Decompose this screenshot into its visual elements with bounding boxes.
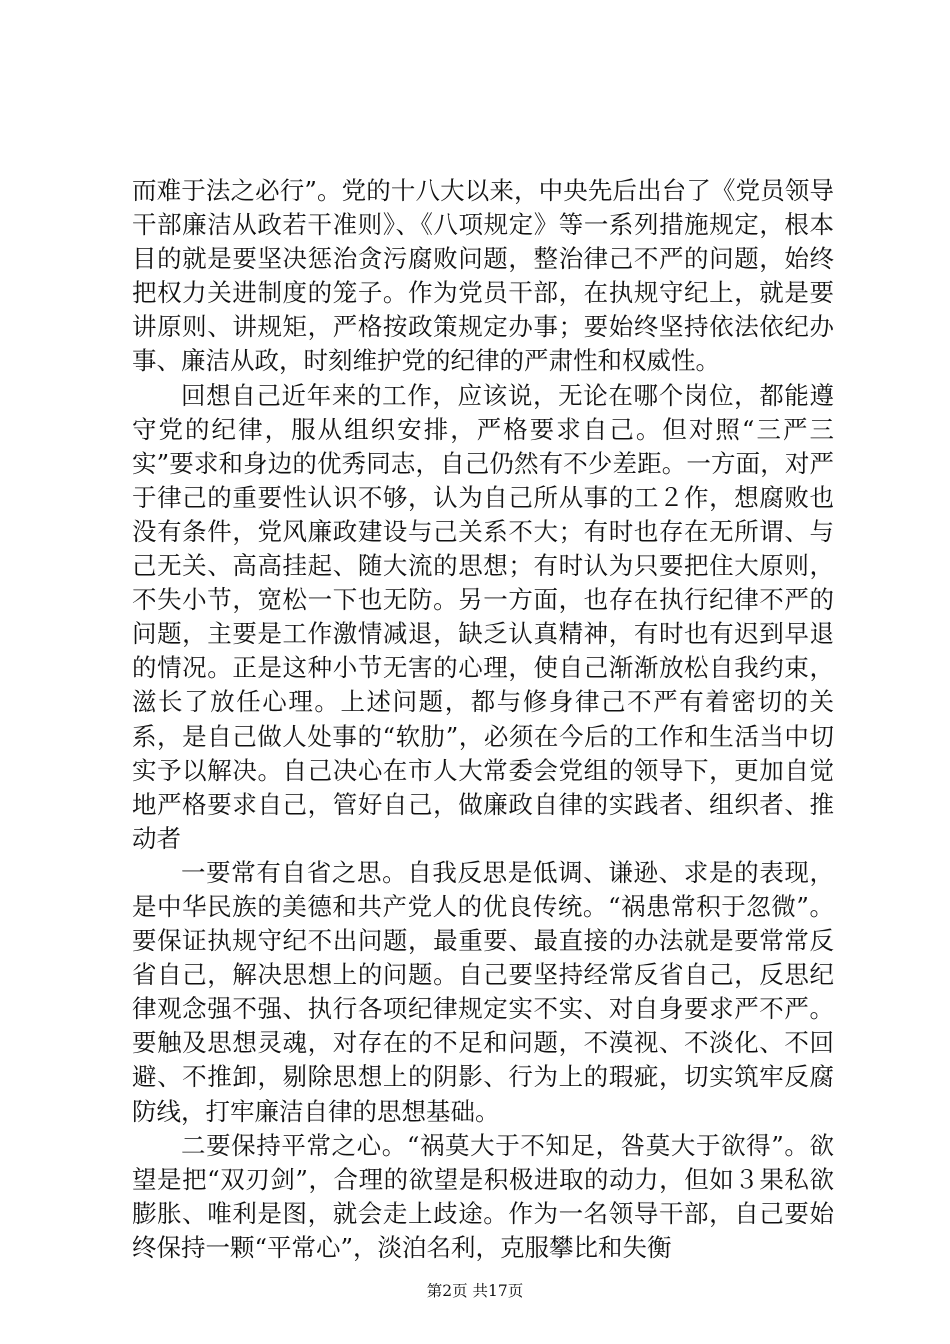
paragraph-4: 二要保持平常之心。“祸莫大于不知足，咎莫大于欲得”。欲望是把“双刃剑”，合理的欲望是积极进取的动力，但如３果私欲膨胀、唯利是图，就会走上歧途。作为一名领导干部，自己要始终保持一颗“平常心”，淡泊名利，克服攀比和失衡 <box>132 1130 834 1262</box>
paragraph-3: 一要常有自省之思。自我反思是低调、谦逊、求是的表现，是中华民族的美德和共产党人的优良传统。“祸患常积于忽微”。要保证执规守纪不出问题，最重要、最直接的办法就是要常常反省自己，解决思想上的问题。自己要坚持经常反省自己，反思纪律观念强不强、执行各项纪律规定实不实、对自身要求严不严。要触及思想灵魂，对存在的不足和问题，不漠视、不淡化、不回避、不推卸，剔除思想上的阴影、行为上的瑕疵，切实筑牢反腐防线，打牢廉洁自律的思想基础。 <box>132 857 834 1126</box>
body-text <box>132 174 834 1265</box>
paragraph-2: 回想自己近年来的工作，应该说，无论在哪个岗位，都能遵守党的纪律，服从组织安排，严格要求自己。但对照“三严三实”要求和身边的优秀同志，自己仍然有不少差距。一方面，对严于律己的重要性认识不够，认为自己所从事的工２作，想腐败也没有条件，党风廉政建设与己关系不大；有时也存在无所谓、与己无关、高高挂起、随大流的思想；有时认为只要把住大原则，不失小节，宽松一下也无防。另一方面，也存在执行纪律不严的问题，主要是工作激情减退，缺乏认真精神，有时也有迟到早退的情况。正是这种小节无害的心理，使自己渐渐放松自我约束，滋长了放任心理。上述问题，都与修身律己不严有着密切的关系，是自己做人处事的“软肋”，必须在今后的工作和生活当中切实予以解决。自己决心在市人大常委会党组的领导下，更加自觉地严格要求自己，管好自己，做廉政自律的实践者、组织者、推动者 <box>132 380 834 853</box>
page-number-footer: 第2页 共17页 <box>426 1282 524 1300</box>
paragraph-1: 而难于法之必行”。党的十八大以来，中央先后出台了《党员领导干部廉洁从政若干准则》、《八项规定》等一系列措施规定，根本目的就是要坚决惩治贪污腐败问题，整治律己不严的问题，始终把权力关进制度的笼子。作为党员干部，在执规守纪上，就是要讲原则、讲规矩，严格按政策规定办事；要始终坚持依法依纪办事、廉洁从政，时刻维护党的纪律的严肃性和权威性。 <box>132 176 834 376</box>
